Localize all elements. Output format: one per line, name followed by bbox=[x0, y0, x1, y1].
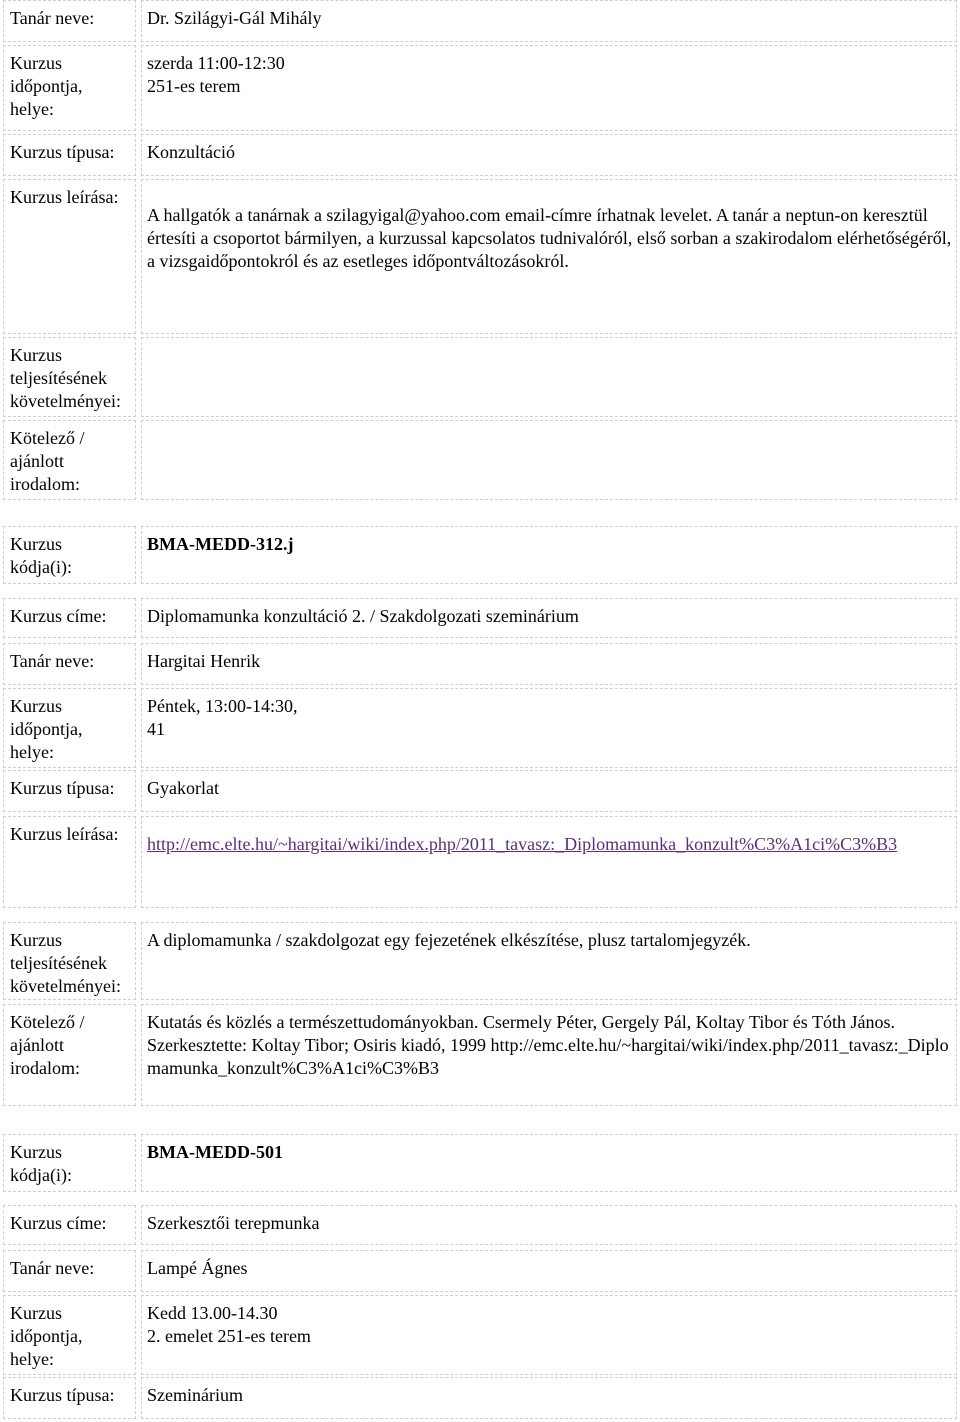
c1-teacher-row bbox=[0, 0, 960, 42]
requirements-value: A diplomamunka / szakdolgozat egy fejezetének elkészítése, plusz tartalomjegyzék. bbox=[141, 922, 957, 1000]
course-time: Kedd 13.00-14.30 bbox=[147, 1303, 278, 1323]
course-code: BMA-MEDD-312.j bbox=[141, 526, 957, 584]
course-time: Péntek, 13:00-14:30, bbox=[147, 696, 298, 716]
c2-title-row bbox=[0, 598, 960, 638]
teacher-label: Tanár neve: bbox=[3, 0, 136, 42]
description-value: A hallgatók a tanárnak a szilagyigal@yahoo.com email-címre írhatnak levelet. A tanár a neptun-on keresztül értesíti a csoportot bármilyen, a kurzussal kapcsolatos tudnivalóról, első sorban a szakirodalom elérhetőségéről, a vizsgaidőpontokról és az esetleges időpontváltozásokról. bbox=[141, 179, 957, 334]
literature-label: Kötelező / ajánlott irodalom: bbox=[3, 420, 136, 500]
teacher-label: Tanár neve: bbox=[3, 1250, 136, 1292]
c3-type-row bbox=[0, 1377, 960, 1419]
description-link[interactable]: http://emc.elte.hu/~hargitai/wiki/index.php/2011_tavasz:_Diplomamunka_konzult%C3%A1ci%C3%B3 bbox=[147, 834, 898, 854]
c2-time-row bbox=[0, 688, 960, 768]
time-place-value bbox=[141, 1295, 957, 1375]
literature-link: http://emc.elte.hu/~hargitai/wiki/index.php/2011_tavasz:_Diplomamunka_konzult%C3%A1ci%C3%B3 bbox=[147, 1035, 949, 1078]
time-place-label: Kurzus időpontja, helye: bbox=[3, 1295, 136, 1375]
c3-title-row bbox=[0, 1205, 960, 1245]
literature-value bbox=[141, 420, 957, 500]
code-label: Kurzus kódja(i): bbox=[3, 526, 136, 584]
c2-description-row bbox=[0, 816, 960, 908]
course-place: 2. emelet 251-es terem bbox=[147, 1326, 311, 1346]
requirements-value bbox=[141, 337, 957, 417]
c2-requirements-row bbox=[0, 922, 960, 1000]
c3-time-row bbox=[0, 1295, 960, 1375]
time-place-label: Kurzus időpontja, helye: bbox=[3, 45, 136, 131]
c1-literature-row bbox=[0, 420, 960, 500]
requirements-label: Kurzus teljesítésének követelményei: bbox=[3, 337, 136, 417]
course-title: Diplomamunka konzultáció 2. / Szakdolgozati szeminárium bbox=[141, 598, 957, 638]
type-value: Konzultáció bbox=[141, 134, 957, 176]
literature-value bbox=[141, 1004, 957, 1106]
time-place-label: Kurzus időpontja, helye: bbox=[3, 688, 136, 768]
c3-teacher-row bbox=[0, 1250, 960, 1292]
c1-time-row bbox=[0, 45, 960, 131]
c2-literature-row bbox=[0, 1004, 960, 1106]
teacher-label: Tanár neve: bbox=[3, 643, 136, 685]
type-value: Gyakorlat bbox=[141, 770, 957, 812]
type-label: Kurzus típusa: bbox=[3, 134, 136, 176]
c1-requirements-row bbox=[0, 337, 960, 417]
type-value: Szeminárium bbox=[141, 1377, 957, 1419]
literature-text: Kutatás és közlés a természettudományokban. Csermely Péter, Gergely Pál, Koltay Tibor és Tóth János. Szerkesztette: Koltay Tibor; Osiris kiadó, 1999 bbox=[147, 1012, 895, 1055]
c2-type-row bbox=[0, 770, 960, 812]
time-place-value bbox=[141, 45, 957, 131]
course-time: szerda 11:00-12:30 bbox=[147, 53, 285, 73]
course-code: BMA-MEDD-501 bbox=[141, 1134, 957, 1192]
type-label: Kurzus típusa: bbox=[3, 1377, 136, 1419]
code-label: Kurzus kódja(i): bbox=[3, 1134, 136, 1192]
c1-type-row bbox=[0, 134, 960, 176]
teacher-value: Dr. Szilágyi-Gál Mihály bbox=[141, 0, 957, 42]
title-label: Kurzus címe: bbox=[3, 598, 136, 638]
course-title: Szerkesztői terepmunka bbox=[141, 1205, 957, 1245]
time-place-value bbox=[141, 688, 957, 768]
c2-code-row bbox=[0, 526, 960, 584]
type-label: Kurzus típusa: bbox=[3, 770, 136, 812]
title-label: Kurzus címe: bbox=[3, 1205, 136, 1245]
requirements-label: Kurzus teljesítésének követelményei: bbox=[3, 922, 136, 1000]
teacher-value: Hargitai Henrik bbox=[141, 643, 957, 685]
description-label: Kurzus leírása: bbox=[3, 816, 136, 908]
description-value bbox=[141, 816, 957, 908]
c1-description-row bbox=[0, 179, 960, 334]
c2-teacher-row bbox=[0, 643, 960, 685]
teacher-value: Lampé Ágnes bbox=[141, 1250, 957, 1292]
course-place: 251-es terem bbox=[147, 76, 241, 96]
c3-code-row bbox=[0, 1134, 960, 1192]
description-label: Kurzus leírása: bbox=[3, 179, 136, 334]
literature-label: Kötelező / ajánlott irodalom: bbox=[3, 1004, 136, 1106]
course-place: 41 bbox=[147, 719, 165, 739]
